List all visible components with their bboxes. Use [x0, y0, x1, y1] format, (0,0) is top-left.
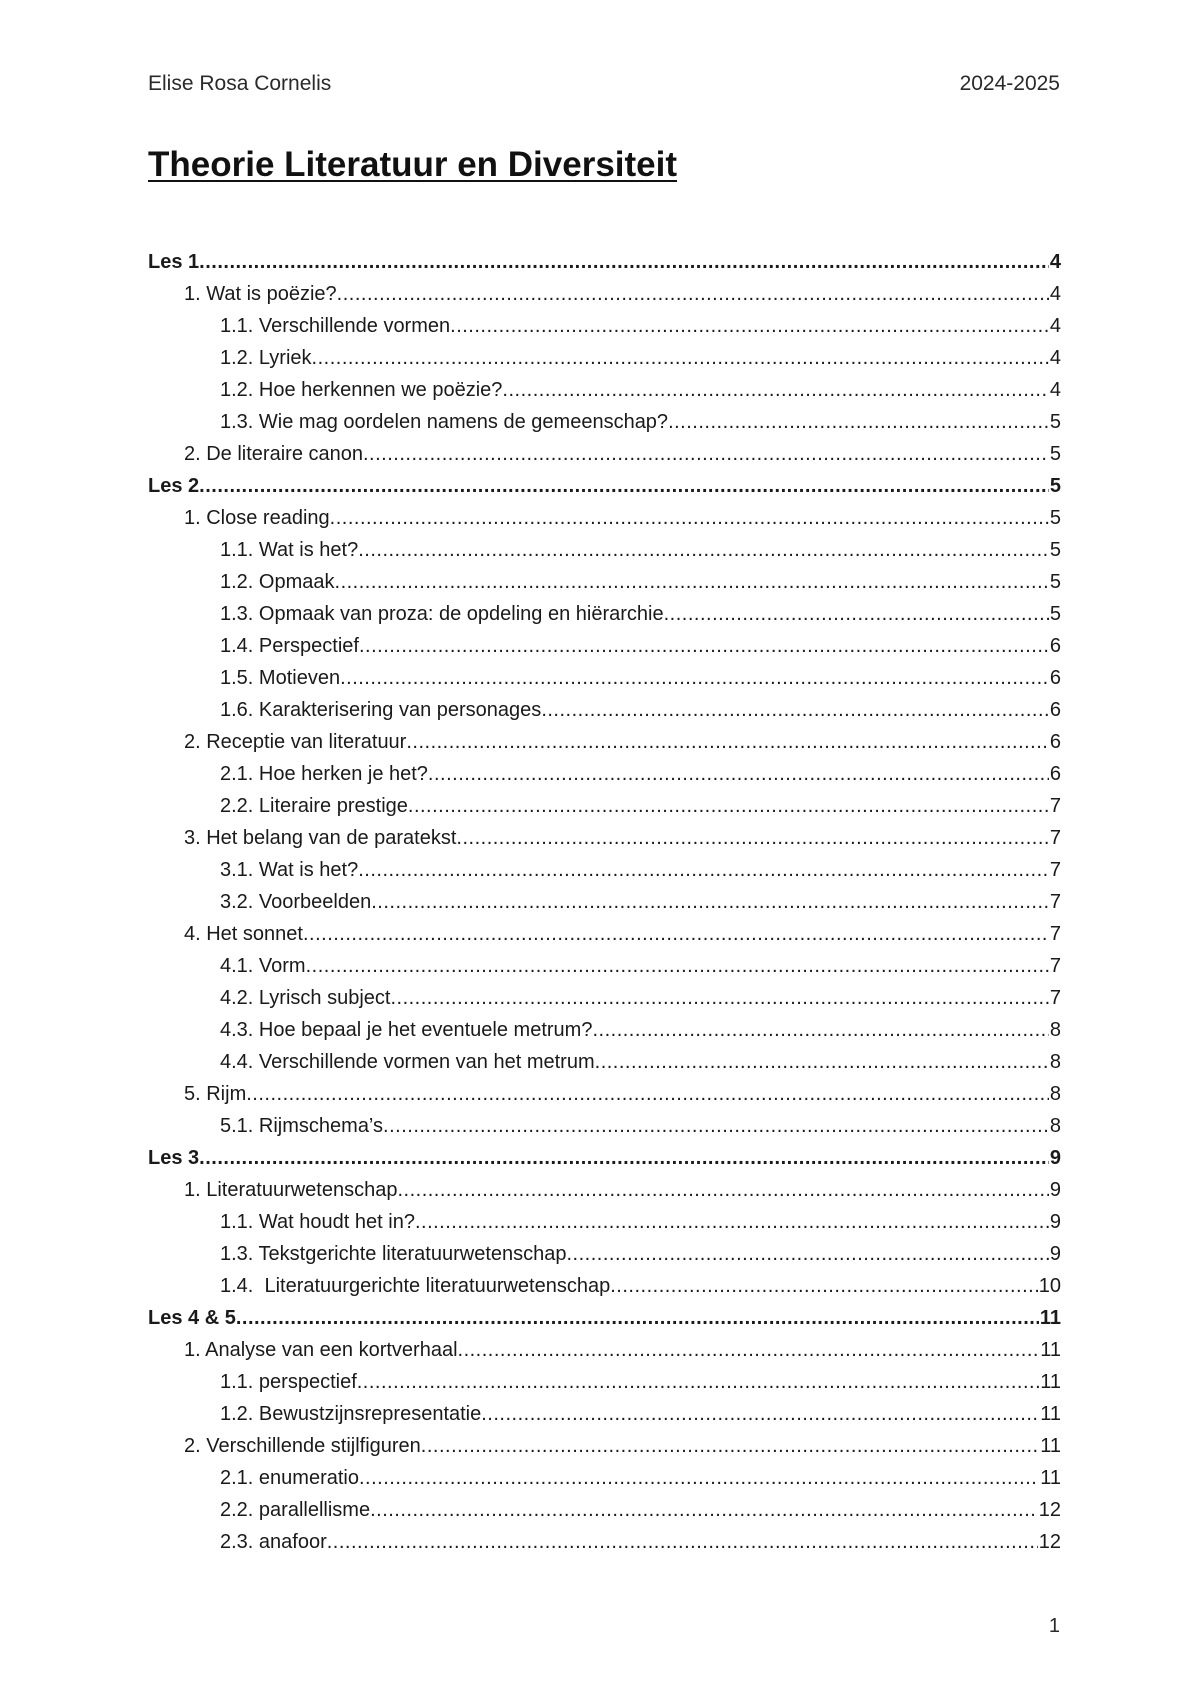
toc-entry-page: 7 — [1049, 955, 1061, 977]
toc-entry-page: 12 — [1038, 1531, 1061, 1553]
toc-entry-page: 4 — [1049, 379, 1061, 401]
toc-entry-page: 10 — [1038, 1275, 1061, 1297]
toc-dot-leader — [415, 1206, 1049, 1238]
toc-entry-page: 5 — [1049, 571, 1061, 593]
toc-dot-leader — [358, 534, 1049, 566]
academic-year: 2024-2025 — [959, 72, 1060, 95]
toc-entry[interactable] — [148, 278, 1061, 310]
toc-entry-page: 5 — [1049, 443, 1061, 465]
toc-entry-label: 1.3. Opmaak van proza: de opdeling en hiërarchie — [220, 603, 664, 625]
toc-dot-leader — [408, 790, 1049, 822]
toc-entry[interactable] — [148, 1174, 1061, 1206]
toc-entry[interactable] — [148, 1366, 1061, 1398]
toc-entry-label: 1.2. Bewustzijnsrepresentatie — [220, 1403, 482, 1425]
toc-dot-leader — [397, 1174, 1048, 1206]
toc-entry-label: 2.2. parallellisme — [220, 1499, 371, 1521]
toc-entry-page: 8 — [1049, 1019, 1061, 1041]
toc-dot-leader — [421, 1430, 1039, 1462]
toc-entry[interactable] — [148, 1014, 1061, 1046]
toc-entry-label: 1.2. Lyriek — [220, 347, 312, 369]
author-name: Elise Rosa Cornelis — [148, 72, 332, 95]
toc-entry[interactable] — [148, 1078, 1061, 1110]
toc-entry-page: 6 — [1049, 699, 1061, 721]
page-header — [148, 72, 1060, 96]
toc-entry[interactable] — [148, 822, 1061, 854]
toc-entry-label: 2. Verschillende stijlfiguren — [184, 1435, 421, 1457]
toc-dot-leader — [595, 1046, 1049, 1078]
toc-entry[interactable] — [148, 886, 1061, 918]
toc-entry-page: 4 — [1049, 283, 1061, 305]
toc-entry-page: 9 — [1049, 1211, 1061, 1233]
toc-entry-label: 1.3. Wie mag oordelen namens de gemeenschap? — [220, 411, 669, 433]
toc-dot-leader — [390, 982, 1048, 1014]
toc-dot-leader — [383, 1110, 1049, 1142]
table-of-contents — [148, 246, 1061, 1558]
toc-dot-leader — [246, 1078, 1049, 1110]
toc-entry-label: 2.3. anafoor — [220, 1531, 327, 1553]
toc-entry-label: 1.4. Perspectief — [220, 635, 359, 657]
toc-entry[interactable] — [148, 1238, 1061, 1270]
toc-entry-page: 5 — [1049, 475, 1061, 497]
toc-entry-page: 11 — [1039, 1307, 1061, 1329]
toc-entry[interactable] — [148, 950, 1061, 982]
toc-entry-page: 5 — [1049, 507, 1061, 529]
toc-entry-label: 4. Het sonnet — [184, 923, 303, 945]
toc-entry[interactable] — [148, 630, 1061, 662]
toc-dot-leader — [481, 1398, 1039, 1430]
toc-dot-leader — [541, 694, 1049, 726]
toc-dot-leader — [340, 662, 1049, 694]
toc-entry[interactable] — [148, 566, 1061, 598]
toc-dot-leader — [359, 630, 1049, 662]
toc-entry-page: 11 — [1040, 1371, 1061, 1393]
toc-dot-leader — [458, 1334, 1040, 1366]
toc-entry-page: 9 — [1049, 1147, 1061, 1169]
toc-dot-leader — [456, 822, 1048, 854]
toc-entry-page: 6 — [1049, 667, 1061, 689]
toc-entry-label: 1.6. Karakterisering van personages — [220, 699, 542, 721]
toc-entry[interactable] — [148, 1110, 1061, 1142]
page-number: 1 — [1048, 1615, 1060, 1637]
toc-entry[interactable] — [148, 1494, 1061, 1526]
toc-dot-leader — [312, 342, 1049, 374]
toc-entry[interactable] — [148, 310, 1061, 342]
toc-dot-leader — [668, 406, 1049, 438]
toc-entry[interactable] — [148, 598, 1061, 630]
toc-dot-leader — [358, 854, 1049, 886]
toc-entry-label: 3. Het belang van de paratekst — [184, 827, 457, 849]
document-title: Theorie Literatuur en Diversiteit — [148, 145, 678, 184]
toc-entry-label: 2.1. Hoe herken je het? — [220, 763, 428, 785]
toc-entry-label: 3.1. Wat is het? — [220, 859, 359, 881]
toc-entry-page: 4 — [1049, 251, 1061, 273]
toc-entry[interactable] — [148, 1206, 1061, 1238]
toc-entry[interactable] — [148, 918, 1061, 950]
toc-dot-leader — [303, 918, 1049, 950]
toc-entry[interactable] — [148, 1398, 1061, 1430]
toc-entry-label: 5. Rijm — [184, 1083, 247, 1105]
toc-dot-leader — [330, 502, 1049, 534]
toc-entry-page: 11 — [1040, 1339, 1061, 1361]
toc-entry[interactable] — [148, 406, 1061, 438]
toc-entry-label: 1.5. Motieven — [220, 667, 341, 689]
toc-entry[interactable] — [148, 1142, 1061, 1174]
toc-dot-leader — [199, 470, 1049, 502]
toc-entry[interactable] — [148, 1270, 1061, 1302]
toc-entry-page: 12 — [1038, 1499, 1061, 1521]
toc-entry-label: 5.1. Rijmschema’s — [220, 1115, 384, 1137]
toc-entry-label: 3.2. Voorbeelden — [220, 891, 372, 913]
toc-entry-label: 2.2. Literaire prestige — [220, 795, 408, 817]
toc-entry-page: 6 — [1049, 763, 1061, 785]
toc-entry-page: 8 — [1049, 1051, 1061, 1073]
toc-entry-page: 9 — [1049, 1243, 1061, 1265]
toc-dot-leader — [406, 726, 1049, 758]
toc-entry-label: 1.3. Tekstgerichte literatuurwetenschap — [220, 1243, 567, 1265]
toc-entry-page: 7 — [1049, 923, 1061, 945]
toc-entry[interactable] — [148, 246, 1061, 278]
toc-entry-label: 1.2. Opmaak — [220, 571, 335, 593]
toc-dot-leader — [428, 758, 1049, 790]
toc-entry[interactable] — [148, 438, 1061, 470]
toc-dot-leader — [327, 1526, 1038, 1558]
toc-dot-leader — [371, 886, 1049, 918]
toc-entry-page: 8 — [1049, 1115, 1061, 1137]
toc-entry[interactable] — [148, 470, 1061, 502]
toc-entry-page: 6 — [1049, 731, 1061, 753]
toc-dot-leader — [337, 278, 1049, 310]
toc-dot-leader — [357, 1366, 1039, 1398]
toc-entry-page: 5 — [1049, 411, 1061, 433]
toc-dot-leader — [359, 1462, 1039, 1494]
toc-entry-label: 1.1. Wat is het? — [220, 539, 359, 561]
toc-entry-page: 7 — [1049, 891, 1061, 913]
toc-entry-page: 5 — [1049, 539, 1061, 561]
toc-dot-leader — [450, 310, 1049, 342]
toc-entry[interactable] — [148, 726, 1061, 758]
toc-entry-label: Les 1 — [148, 251, 200, 273]
toc-entry[interactable] — [148, 342, 1061, 374]
toc-entry-label: 4.1. Vorm — [220, 955, 306, 977]
toc-entry-page: 11 — [1040, 1403, 1061, 1425]
toc-entry[interactable] — [148, 1462, 1061, 1494]
toc-dot-leader — [567, 1238, 1049, 1270]
toc-entry-page: 4 — [1049, 347, 1061, 369]
toc-entry-label: 1. Close reading — [184, 507, 330, 529]
toc-entry-label: 2.1. enumeratio — [220, 1467, 359, 1489]
toc-entry-label: 1.2. Hoe herkennen we poëzie? — [220, 379, 503, 401]
toc-entry-label: 4.3. Hoe bepaal je het eventuele metrum? — [220, 1019, 593, 1041]
toc-entry-page: 11 — [1040, 1435, 1061, 1457]
toc-entry-label: Les 3 — [148, 1147, 200, 1169]
toc-entry[interactable] — [148, 1302, 1061, 1334]
toc-entry-label: 4.2. Lyrisch subject — [220, 987, 391, 1009]
toc-dot-leader — [592, 1014, 1048, 1046]
toc-entry-page: 7 — [1049, 827, 1061, 849]
toc-entry-label: Les 2 — [148, 475, 200, 497]
toc-entry-label: 1. Analyse van een kortverhaal — [184, 1339, 458, 1361]
toc-entry[interactable] — [148, 662, 1061, 694]
toc-dot-leader — [502, 374, 1048, 406]
toc-entry-label: 1. Literatuurwetenschap — [184, 1179, 398, 1201]
toc-entry-label: 1.1. Verschillende vormen — [220, 315, 451, 337]
toc-entry-page: 4 — [1049, 315, 1061, 337]
toc-entry[interactable] — [148, 758, 1061, 790]
toc-entry[interactable] — [148, 982, 1061, 1014]
toc-entry-page: 9 — [1049, 1179, 1061, 1201]
toc-dot-leader — [664, 598, 1049, 630]
toc-entry[interactable] — [148, 790, 1061, 822]
toc-entry-page: 6 — [1049, 635, 1061, 657]
toc-entry-label: 1.4. Literatuurgerichte literatuurwetenschap — [220, 1275, 611, 1297]
toc-entry-label: 1.1. perspectief — [220, 1371, 357, 1393]
toc-entry[interactable] — [148, 1430, 1061, 1462]
toc-entry[interactable] — [148, 1046, 1061, 1078]
toc-entry-page: 11 — [1040, 1467, 1061, 1489]
toc-dot-leader — [363, 438, 1049, 470]
toc-entry-label: 2. De literaire canon — [184, 443, 363, 465]
toc-dot-leader — [199, 246, 1049, 278]
toc-entry-label: 1.1. Wat houdt het in? — [220, 1211, 415, 1233]
toc-dot-leader — [610, 1270, 1038, 1302]
toc-entry-page: 7 — [1049, 859, 1061, 881]
toc-entry-page: 5 — [1049, 603, 1061, 625]
toc-entry-label: Les 4 & 5 — [148, 1307, 236, 1329]
toc-dot-leader — [236, 1302, 1039, 1334]
toc-entry-label: 1. Wat is poëzie? — [184, 283, 337, 305]
toc-entry-page: 8 — [1049, 1083, 1061, 1105]
toc-dot-leader — [306, 950, 1049, 982]
toc-entry[interactable] — [148, 534, 1061, 566]
toc-dot-leader — [199, 1142, 1049, 1174]
toc-entry-page: 7 — [1049, 795, 1061, 817]
toc-entry[interactable] — [148, 854, 1061, 886]
toc-dot-leader — [370, 1494, 1038, 1526]
toc-entry-label: 4.4. Verschillende vormen van het metrum — [220, 1051, 595, 1073]
toc-entry-label: 2. Receptie van literatuur — [184, 731, 407, 753]
toc-entry-page: 7 — [1049, 987, 1061, 1009]
toc-entry[interactable] — [148, 1526, 1061, 1558]
toc-entry[interactable] — [148, 374, 1061, 406]
toc-entry[interactable] — [148, 1334, 1061, 1366]
toc-entry[interactable] — [148, 502, 1061, 534]
toc-entry[interactable] — [148, 694, 1061, 726]
toc-dot-leader — [335, 566, 1049, 598]
